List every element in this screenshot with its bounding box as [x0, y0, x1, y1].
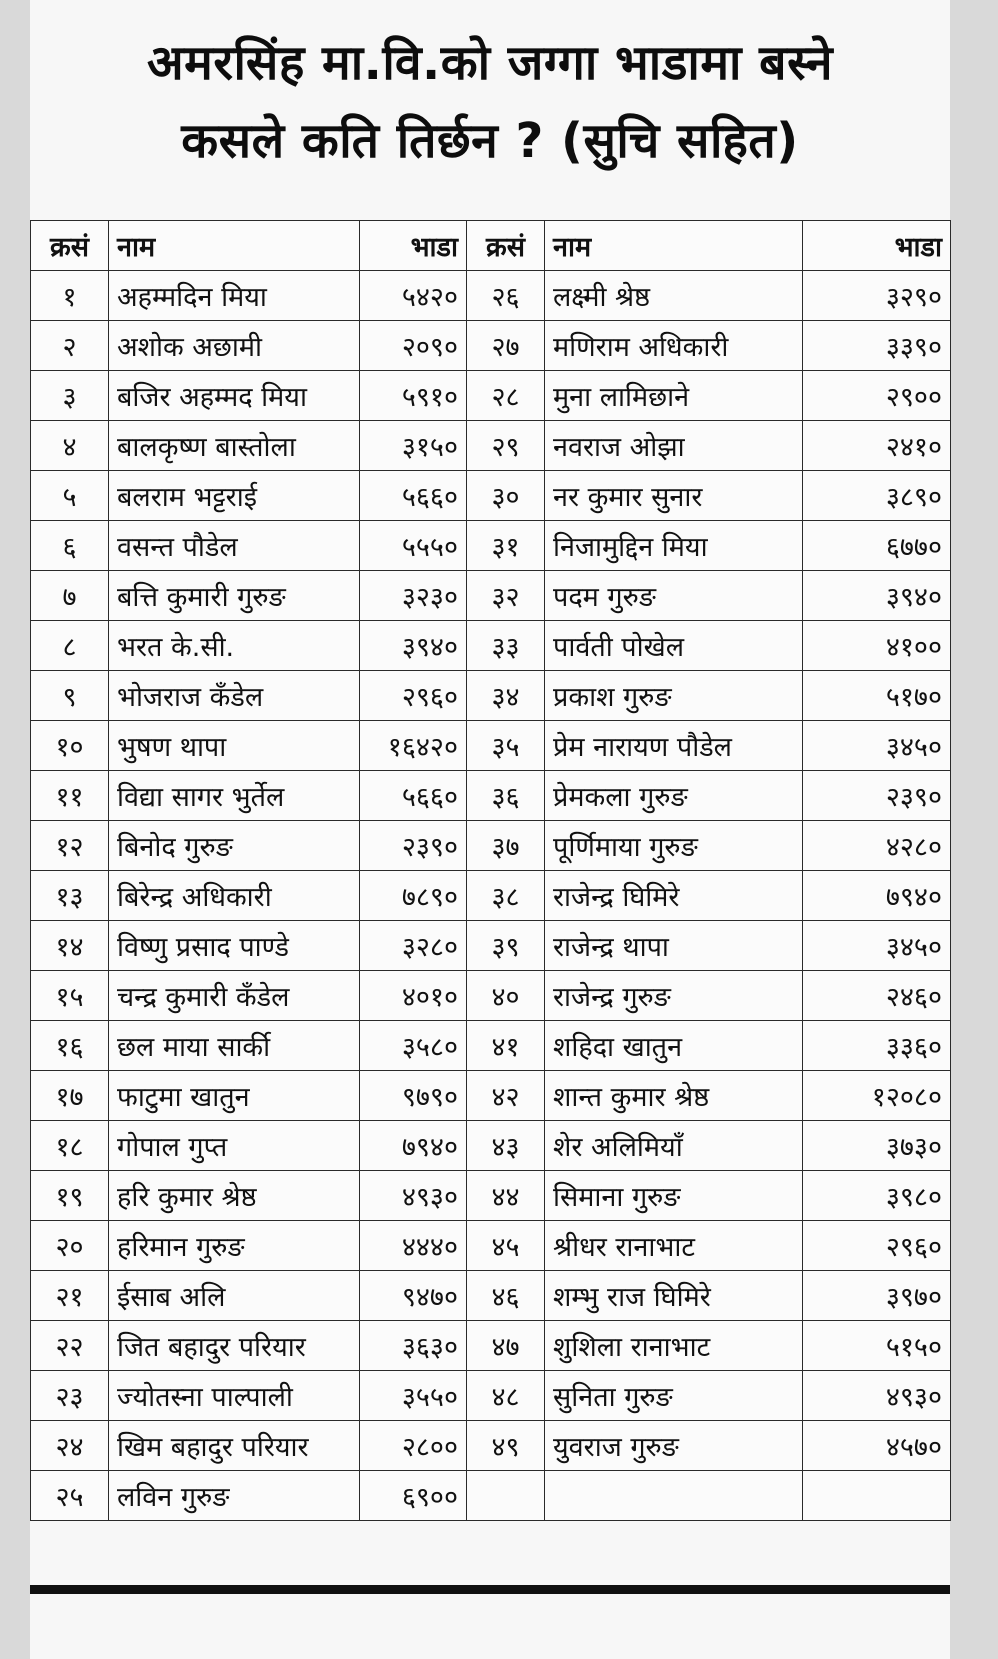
person-name-right: [545, 1471, 803, 1521]
rent-amount-right: [803, 1471, 951, 1521]
person-name-left: बजिर अहम्मद मिया: [109, 371, 360, 421]
rent-amount-left: ३२८०: [360, 921, 467, 971]
serial-number-left: १४: [31, 921, 109, 971]
person-name-left: भोजराज कँडेल: [109, 671, 360, 721]
serial-number-left: ८: [31, 621, 109, 671]
serial-number-left: १२: [31, 821, 109, 871]
header-name-right: नाम: [545, 221, 803, 271]
rent-amount-right: ३८९०: [803, 471, 951, 521]
table-row: [31, 921, 951, 971]
person-name-right: मुना लामिछाने: [545, 371, 803, 421]
rent-amount-right: २९६०: [803, 1221, 951, 1271]
person-name-left: बत्ति कुमारी गुरुङ: [109, 571, 360, 621]
person-name-right: प्रेमकला गुरुङ: [545, 771, 803, 821]
person-name-right: श्रीधर रानाभाट: [545, 1221, 803, 1271]
rent-amount-right: ४५७०: [803, 1421, 951, 1471]
table-row: [31, 721, 951, 771]
person-name-right: शम्भु राज घिमिरे: [545, 1271, 803, 1321]
person-name-left: विद्या सागर भुर्तेल: [109, 771, 360, 821]
serial-number-left: २५: [31, 1471, 109, 1521]
rent-amount-left: ३२३०: [360, 571, 467, 621]
serial-number-right: ४०: [467, 971, 545, 1021]
serial-number-right: ४५: [467, 1221, 545, 1271]
serial-number-right: २७: [467, 321, 545, 371]
rent-amount-left: ७८९०: [360, 871, 467, 921]
person-name-left: बिरेन्द्र अधिकारी: [109, 871, 360, 921]
person-name-left: छल माया सार्की: [109, 1021, 360, 1071]
rent-amount-left: ६९००: [360, 1471, 467, 1521]
serial-number-right: ३४: [467, 671, 545, 721]
rent-amount-right: ४२८०: [803, 821, 951, 871]
rent-amount-left: ५६६०: [360, 771, 467, 821]
table-row: [31, 1371, 951, 1421]
rent-amount-right: ३९४०: [803, 571, 951, 621]
table-row: [31, 571, 951, 621]
serial-number-left: ७: [31, 571, 109, 621]
serial-number-right: ४६: [467, 1271, 545, 1321]
person-name-left: बलराम भट्टराई: [109, 471, 360, 521]
serial-number-left: ११: [31, 771, 109, 821]
table-row: [31, 1471, 951, 1521]
table-row: [31, 971, 951, 1021]
rent-amount-left: ९७९०: [360, 1071, 467, 1121]
person-name-right: पूर्णिमाया गुरुङ: [545, 821, 803, 871]
rent-amount-right: ३४५०: [803, 921, 951, 971]
serial-number-left: १९: [31, 1171, 109, 1221]
serial-number-right: ४३: [467, 1121, 545, 1171]
rent-amount-left: २९६०: [360, 671, 467, 721]
table-row: [31, 371, 951, 421]
table-row: [31, 521, 951, 571]
rent-amount-left: ७९४०: [360, 1121, 467, 1171]
serial-number-left: १५: [31, 971, 109, 1021]
rent-amount-right: ७९४०: [803, 871, 951, 921]
rent-amount-left: २३९०: [360, 821, 467, 871]
person-name-right: सुनिता गुरुङ: [545, 1371, 803, 1421]
table-row: [31, 1171, 951, 1221]
table-row: [31, 321, 951, 371]
serial-number-right: ४२: [467, 1071, 545, 1121]
table-row: [31, 471, 951, 521]
table-row: [31, 1271, 951, 1321]
rent-amount-left: २०९०: [360, 321, 467, 371]
rent-amount-left: १६४२०: [360, 721, 467, 771]
rent-amount-right: ३३६०: [803, 1021, 951, 1071]
person-name-left: जित बहादुर परियार: [109, 1321, 360, 1371]
rent-amount-right: ३२९०: [803, 271, 951, 321]
rent-amount-right: ३४५०: [803, 721, 951, 771]
person-name-right: सिमाना गुरुङ: [545, 1171, 803, 1221]
rent-amount-left: ४४४०: [360, 1221, 467, 1271]
rent-amount-left: ९४७०: [360, 1271, 467, 1321]
table-row: [31, 671, 951, 721]
table-row: [31, 771, 951, 821]
person-name-right: शेर अलिमियाँ: [545, 1121, 803, 1171]
table-row: [31, 871, 951, 921]
serial-number-left: १०: [31, 721, 109, 771]
person-name-right: लक्ष्मी श्रेष्ठ: [545, 271, 803, 321]
table-header-row: [31, 221, 951, 271]
serial-number-right: २६: [467, 271, 545, 321]
table-row: [31, 1071, 951, 1121]
title-line-2: कसले कति तिर्छन ? (सुचि सहित): [181, 113, 799, 169]
table-body: [31, 271, 951, 1521]
person-name-left: बिनोद गुरुङ: [109, 821, 360, 871]
person-name-left: अहम्मदिन मिया: [109, 271, 360, 321]
table-row: [31, 271, 951, 321]
serial-number-left: २४: [31, 1421, 109, 1471]
person-name-right: राजेन्द्र घिमिरे: [545, 871, 803, 921]
serial-number-left: २२: [31, 1321, 109, 1371]
header-rent-left: भाडा: [360, 221, 467, 271]
person-name-left: हरिमान गुरुङ: [109, 1221, 360, 1271]
serial-number-right: ४८: [467, 1371, 545, 1421]
rent-amount-right: ३९७०: [803, 1271, 951, 1321]
table-row: [31, 421, 951, 471]
person-name-left: ज्योतस्ना पाल्पाली: [109, 1371, 360, 1421]
serial-number-right: ३१: [467, 521, 545, 571]
serial-number-left: १३: [31, 871, 109, 921]
person-name-right: मणिराम अधिकारी: [545, 321, 803, 371]
person-name-left: वसन्त पौडेल: [109, 521, 360, 571]
person-name-right: नर कुमार सुनार: [545, 471, 803, 521]
person-name-left: अशोक अछामी: [109, 321, 360, 371]
person-name-left: लविन गुरुङ: [109, 1471, 360, 1521]
serial-number-right: ३८: [467, 871, 545, 921]
rent-amount-right: २४१०: [803, 421, 951, 471]
table-row: [31, 1421, 951, 1471]
serial-number-right: २८: [467, 371, 545, 421]
person-name-left: चन्द्र कुमारी कँडेल: [109, 971, 360, 1021]
serial-number-right: ४९: [467, 1421, 545, 1471]
person-name-right: प्रेम नारायण पौडेल: [545, 721, 803, 771]
person-name-left: बालकृष्ण बास्तोला: [109, 421, 360, 471]
serial-number-right: [467, 1471, 545, 1521]
rent-amount-right: १२०८०: [803, 1071, 951, 1121]
serial-number-right: २९: [467, 421, 545, 471]
table-row: [31, 1021, 951, 1071]
table-row: [31, 1221, 951, 1271]
table-row: [31, 621, 951, 671]
serial-number-left: २: [31, 321, 109, 371]
person-name-left: खिम बहादुर परियार: [109, 1421, 360, 1471]
serial-number-left: ४: [31, 421, 109, 471]
rent-amount-left: ३५५०: [360, 1371, 467, 1421]
table-row: [31, 1321, 951, 1371]
rent-list: [30, 220, 950, 1521]
serial-number-right: ४१: [467, 1021, 545, 1071]
rent-amount-right: ५१५०: [803, 1321, 951, 1371]
header-rent-right: भाडा: [803, 221, 951, 271]
table-row: [31, 821, 951, 871]
serial-number-right: ४७: [467, 1321, 545, 1371]
rent-table: [30, 220, 951, 1521]
serial-number-left: २०: [31, 1221, 109, 1271]
person-name-right: निजामुद्दिन मिया: [545, 521, 803, 571]
person-name-right: राजेन्द्र गुरुङ: [545, 971, 803, 1021]
person-name-left: ईसाब अलि: [109, 1271, 360, 1321]
serial-number-right: ३९: [467, 921, 545, 971]
person-name-left: भरत के.सी.: [109, 621, 360, 671]
rent-amount-right: २९००: [803, 371, 951, 421]
serial-number-right: ३०: [467, 471, 545, 521]
rent-amount-left: ३५८०: [360, 1021, 467, 1071]
person-name-left: विष्णु प्रसाद पाण्डे: [109, 921, 360, 971]
serial-number-left: २३: [31, 1371, 109, 1421]
person-name-left: गोपाल गुप्त: [109, 1121, 360, 1171]
rent-amount-left: ५९१०: [360, 371, 467, 421]
person-name-right: युवराज गुरुङ: [545, 1421, 803, 1471]
person-name-right: पदम गुरुङ: [545, 571, 803, 621]
rent-amount-left: २८००: [360, 1421, 467, 1471]
serial-number-right: ३७: [467, 821, 545, 871]
rent-amount-right: ३७३०: [803, 1121, 951, 1171]
serial-number-right: ४४: [467, 1171, 545, 1221]
title-line-1: अमरसिंह मा.वि.को जग्गा भाडामा बस्ने: [146, 35, 834, 91]
person-name-right: शहिदा खातुन: [545, 1021, 803, 1071]
rent-amount-left: ५५५०: [360, 521, 467, 571]
person-name-right: शान्त कुमार श्रेष्ठ: [545, 1071, 803, 1121]
serial-number-right: ३६: [467, 771, 545, 821]
serial-number-left: ६: [31, 521, 109, 571]
page-title: [30, 24, 950, 180]
serial-number-left: ३: [31, 371, 109, 421]
header-sn-right: क्रसं: [467, 221, 545, 271]
rent-amount-left: ५६६०: [360, 471, 467, 521]
rent-amount-left: ३१५०: [360, 421, 467, 471]
header-sn-left: क्रसं: [31, 221, 109, 271]
serial-number-right: ३३: [467, 621, 545, 671]
serial-number-right: ३२: [467, 571, 545, 621]
person-name-left: भुषण थापा: [109, 721, 360, 771]
serial-number-left: १: [31, 271, 109, 321]
person-name-right: प्रकाश गुरुङ: [545, 671, 803, 721]
serial-number-left: १७: [31, 1071, 109, 1121]
person-name-right: पार्वती पोखेल: [545, 621, 803, 671]
rent-amount-right: ५१७०: [803, 671, 951, 721]
rent-amount-right: ६७७०: [803, 521, 951, 571]
rent-amount-right: ३९८०: [803, 1171, 951, 1221]
serial-number-left: १६: [31, 1021, 109, 1071]
serial-number-left: ५: [31, 471, 109, 521]
person-name-right: राजेन्द्र थापा: [545, 921, 803, 971]
rent-amount-right: २४६०: [803, 971, 951, 1021]
person-name-right: शुशिला रानाभाट: [545, 1321, 803, 1371]
serial-number-left: ९: [31, 671, 109, 721]
rent-amount-right: ४९३०: [803, 1371, 951, 1421]
rent-amount-right: ४१००: [803, 621, 951, 671]
serial-number-left: १८: [31, 1121, 109, 1171]
person-name-left: फाटुमा खातुन: [109, 1071, 360, 1121]
rent-amount-left: ३६३०: [360, 1321, 467, 1371]
rent-amount-left: ४०१०: [360, 971, 467, 1021]
person-name-right: नवराज ओझा: [545, 421, 803, 471]
table-row: [31, 1121, 951, 1171]
rent-amount-right: २३९०: [803, 771, 951, 821]
serial-number-left: २१: [31, 1271, 109, 1321]
bottom-rule: [30, 1585, 950, 1594]
rent-amount-left: ४९३०: [360, 1171, 467, 1221]
document-page: [30, 0, 950, 1659]
header-name-left: नाम: [109, 221, 360, 271]
person-name-left: हरि कुमार श्रेष्ठ: [109, 1171, 360, 1221]
serial-number-right: ३५: [467, 721, 545, 771]
rent-amount-left: ५४२०: [360, 271, 467, 321]
rent-amount-left: ३९४०: [360, 621, 467, 671]
rent-amount-right: ३३९०: [803, 321, 951, 371]
